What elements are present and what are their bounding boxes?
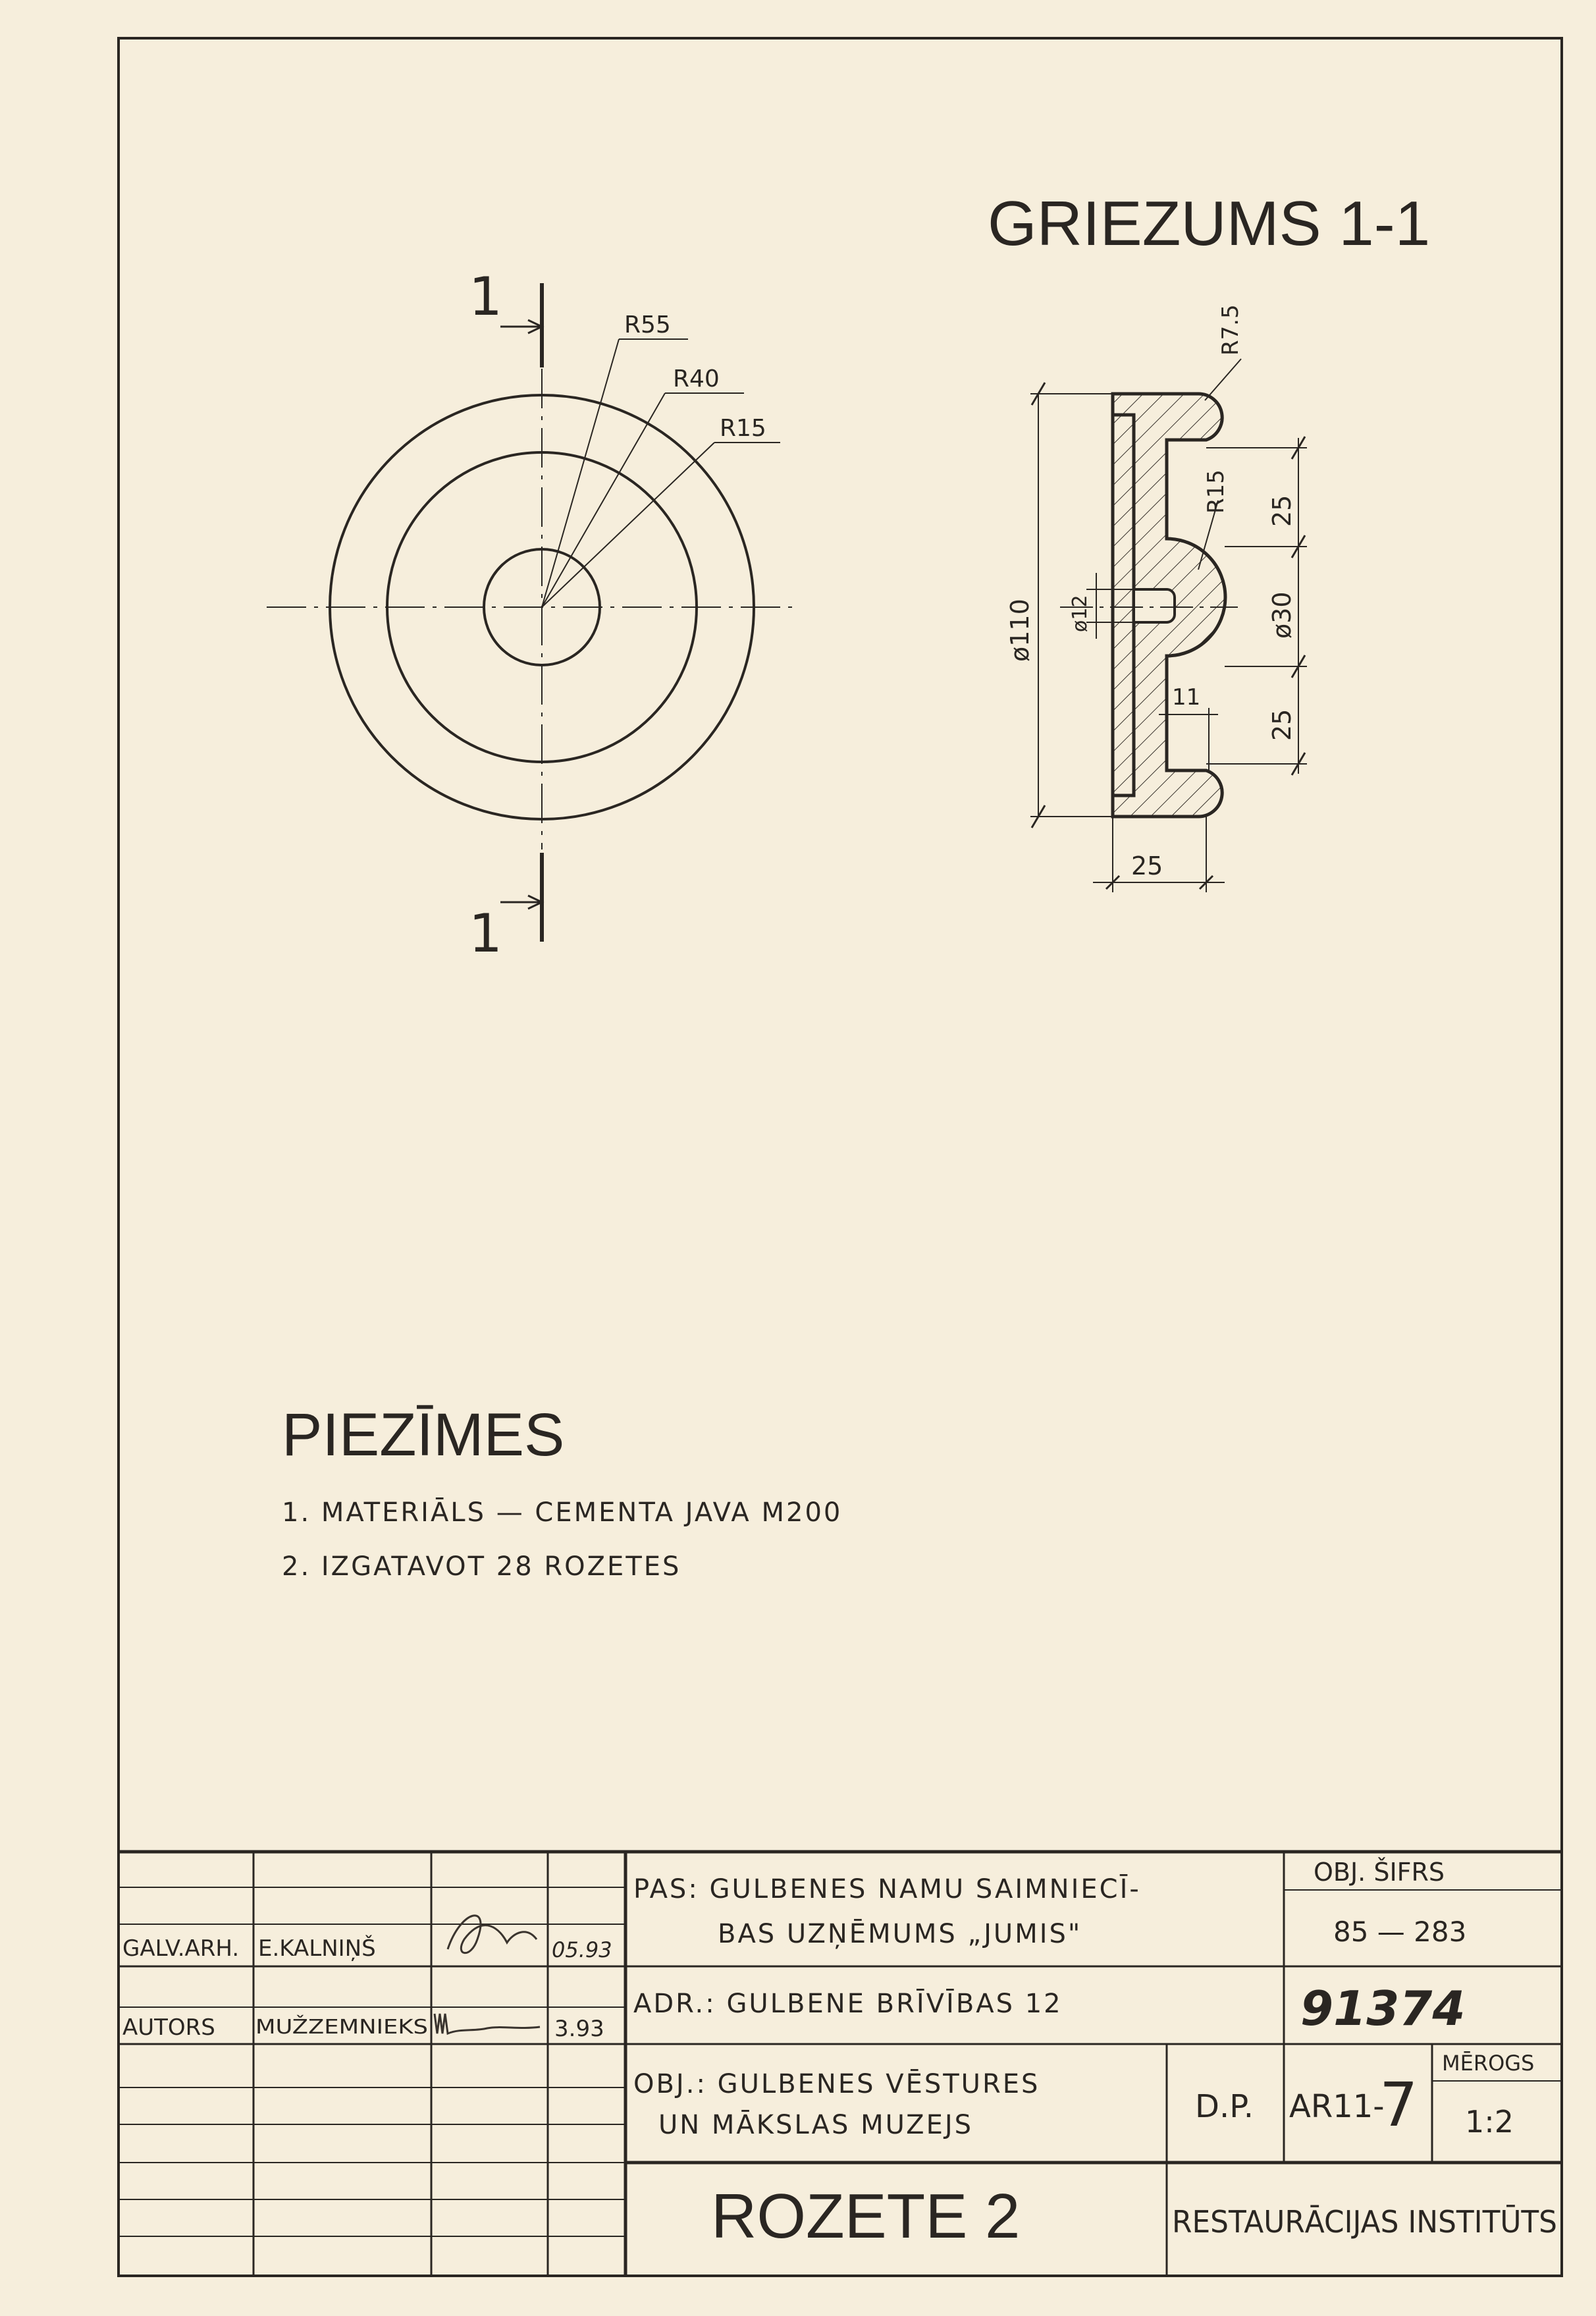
label-25-base: 25	[1131, 851, 1163, 880]
address: ADR.: GULBENE BRĪVĪBAS 12	[633, 1989, 1063, 2019]
label-r7-5: R7.5	[1217, 304, 1244, 356]
cut-mark-bottom-label: 1	[469, 903, 502, 964]
label-d110: ø110	[1005, 599, 1034, 662]
client-line-1: PAS: GULBENES NAMU SAIMNIECĪ-	[633, 1874, 1141, 1904]
note-item-2: 2. IZGATAVOT 28 ROZETES	[282, 1551, 681, 1582]
stage: D.P.	[1195, 2088, 1254, 2125]
sheet-number: 7	[1379, 2070, 1418, 2140]
radius-label-r40: R40	[673, 365, 720, 392]
label-r15-profile: R15	[1203, 470, 1229, 514]
leader-r40	[542, 393, 665, 607]
name-galv-arh: E.KALNIŅŠ	[258, 1935, 376, 1962]
scale-label: MĒROGS	[1442, 2051, 1535, 2076]
note-item-1: 1. MATERIĀLS — CEMENTA JAVA M200	[282, 1497, 843, 1528]
institution: RESTAURĀCIJAS INSTITŪTS	[1172, 2204, 1557, 2240]
role-autors: AUTORS	[122, 2014, 215, 2041]
label-25-top: 25	[1267, 495, 1296, 527]
drawing-title: ROZETE 2	[711, 2181, 1021, 2251]
label-d30: ø30	[1267, 591, 1296, 639]
center-boss-hole	[1134, 589, 1175, 622]
leader-r55	[542, 339, 619, 607]
object-line-1: OBJ.: GULBENES VĒSTURES	[633, 2069, 1040, 2099]
scale-value: 1:2	[1465, 2104, 1514, 2140]
date-autors: 3.93	[554, 2016, 604, 2042]
cut-mark-top-label: 1	[469, 266, 502, 327]
obj-code-label: OBJ. ŠIFRS	[1314, 1858, 1445, 1887]
label-11: 11	[1172, 684, 1201, 711]
section-title: GRIEZUMS 1-1	[988, 188, 1431, 259]
label-25-bottom: 25	[1267, 709, 1296, 741]
role-galv-arh: GALV.ARH.	[122, 1935, 240, 1962]
sheet-prefix: AR11-	[1289, 2088, 1385, 2125]
object-line-2: UN MĀKSLAS MUZEJS	[658, 2110, 974, 2140]
signature-autors	[435, 2014, 540, 2033]
leader-r15	[542, 443, 714, 607]
name-autors: MUŽZEMNIEKS	[255, 2016, 402, 2039]
obj-code: 85 — 283	[1333, 1916, 1467, 1948]
label-d12: ø12	[1069, 595, 1092, 632]
client-line-2: BAS UZŅĒMUMS „JUMIS"	[718, 1919, 1082, 1949]
archive-number: 91374	[1300, 1981, 1466, 2036]
radius-label-r15: R15	[720, 415, 766, 442]
radius-label-r55: R55	[624, 311, 671, 338]
date-galv-arh: 05.93	[552, 1937, 612, 1962]
signature-galv-arh	[448, 1916, 537, 1953]
notes-heading: PIEZĪMES	[282, 1401, 565, 1468]
